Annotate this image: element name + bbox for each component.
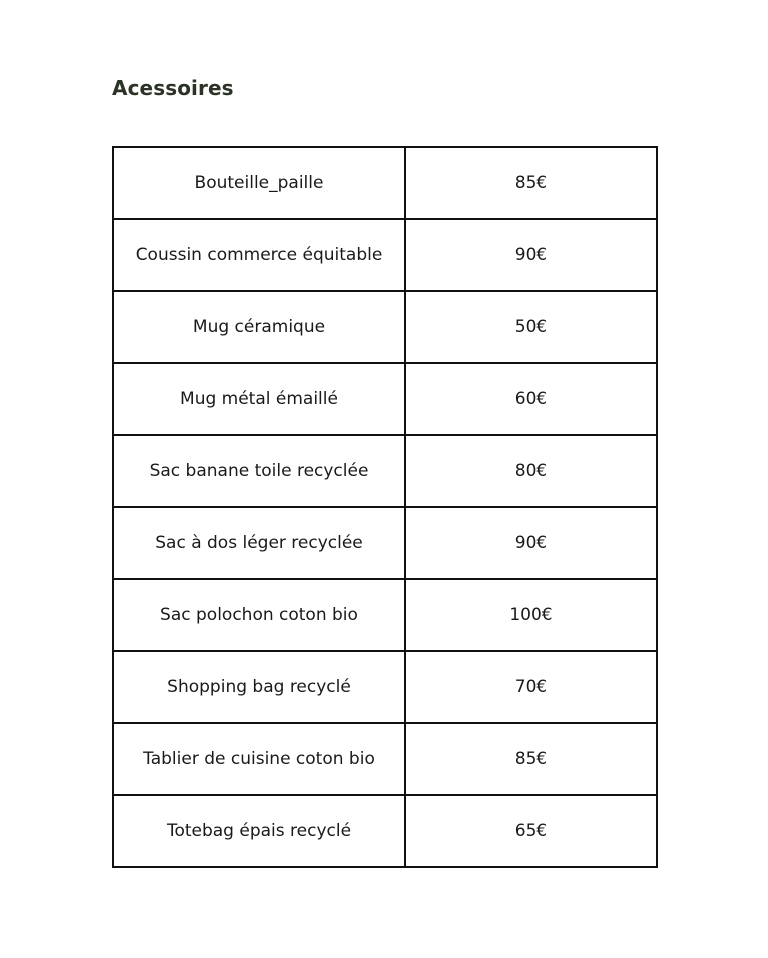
product-name-cell: Coussin commerce équitable [113, 219, 405, 291]
product-price-cell: 90€ [405, 219, 657, 291]
product-name-cell: Mug métal émaillé [113, 363, 405, 435]
table-row [113, 723, 657, 795]
product-price-cell: 100€ [405, 579, 657, 651]
table-row [113, 363, 657, 435]
product-price-cell: 85€ [405, 147, 657, 219]
product-name-cell: Sac à dos léger recyclée [113, 507, 405, 579]
product-price-cell: 70€ [405, 651, 657, 723]
product-name-cell: Mug céramique [113, 291, 405, 363]
product-name-cell: Shopping bag recyclé [113, 651, 405, 723]
product-price-table [112, 146, 658, 868]
product-name-cell: Sac banane toile recyclée [113, 435, 405, 507]
product-name-cell: Tablier de cuisine coton bio [113, 723, 405, 795]
product-price-cell: 80€ [405, 435, 657, 507]
product-price-cell: 90€ [405, 507, 657, 579]
table-row [113, 795, 657, 867]
table-row [113, 147, 657, 219]
product-price-cell: 65€ [405, 795, 657, 867]
table-row [113, 507, 657, 579]
product-price-cell: 85€ [405, 723, 657, 795]
page-title: Acessoires [112, 76, 234, 100]
product-name-cell: Totebag épais recyclé [113, 795, 405, 867]
table-row [113, 435, 657, 507]
table-row [113, 579, 657, 651]
product-name-cell: Sac polochon coton bio [113, 579, 405, 651]
table-row [113, 219, 657, 291]
product-name-cell: Bouteille_paille [113, 147, 405, 219]
product-price-cell: 50€ [405, 291, 657, 363]
table-row [113, 291, 657, 363]
product-price-cell: 60€ [405, 363, 657, 435]
table-row [113, 651, 657, 723]
